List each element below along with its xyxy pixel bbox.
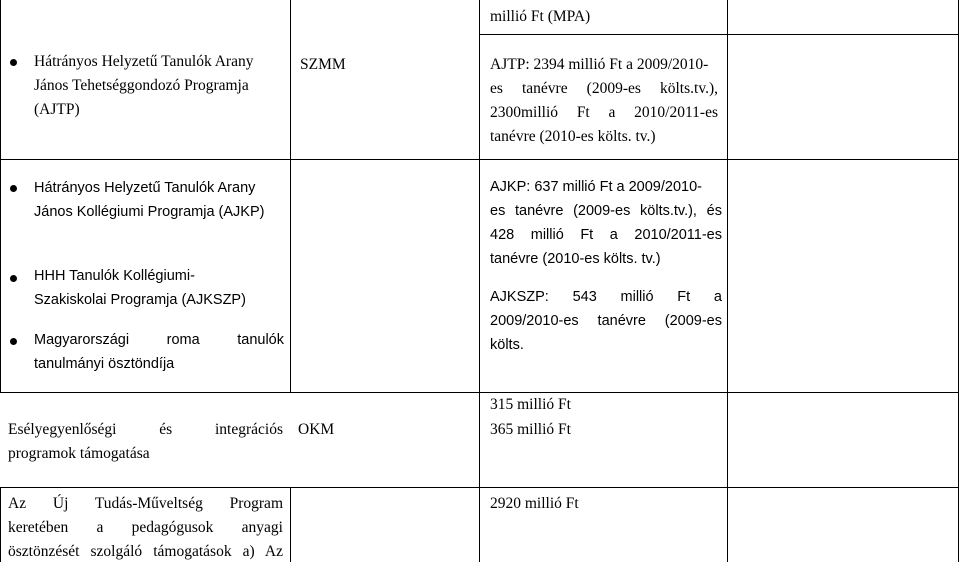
row2-amount xyxy=(490,175,722,357)
row4-program xyxy=(8,492,283,564)
row2-amount-line: 428 millió Ft a 2010/2011-es xyxy=(490,227,722,243)
table-border-left-col1 xyxy=(0,0,1,392)
row1-amount-line: tanévre (2010-es költs. tv.) xyxy=(490,128,656,145)
bullet-icon xyxy=(10,338,17,345)
row3-program xyxy=(8,418,283,466)
table-rule-1 xyxy=(479,34,959,35)
row4-program-line: keretében a pedagógusok anyagi xyxy=(8,519,283,536)
row2-amount-line: költs. xyxy=(490,337,524,353)
row3-program-line: Esélyegyenlőségi és integrációs xyxy=(8,421,283,438)
row1-program-line: János Tehetséggondozó Programja xyxy=(34,77,249,94)
row2-item xyxy=(34,264,284,312)
row2-item-line: Hátrányos Helyzetű Tanulók Arany xyxy=(34,180,256,196)
table-border-left-lower xyxy=(0,487,1,562)
row1-amount-line: es tanévre (2009-es költs.tv.), xyxy=(490,80,718,97)
row2-item-line: János Kollégiumi Programja (AJKP) xyxy=(34,204,265,220)
row2-amount-line: AJKP: 637 millió Ft a 2009/2010- xyxy=(490,179,702,195)
bullet-icon xyxy=(10,275,17,282)
table-border-col3 xyxy=(479,0,480,562)
row1-amount-line: 2300millió Ft a 2010/2011-es xyxy=(490,104,718,121)
row1-amount xyxy=(490,53,718,149)
bullet-icon xyxy=(10,59,17,66)
row1-org: SZMM xyxy=(300,56,346,73)
row1-program-line: (AJTP) xyxy=(34,101,80,118)
table-border-col4 xyxy=(727,0,728,562)
row2-item-line: tanulmányi ösztöndíja xyxy=(34,356,175,372)
table-rule-4 xyxy=(0,487,959,488)
row3-amount: 365 millió Ft xyxy=(490,421,571,438)
row4-program-line: Az Új Tudás-Műveltség Program xyxy=(8,495,283,512)
table-border-col2-lower xyxy=(290,487,291,562)
row3-amount-above: 315 millió Ft xyxy=(490,396,571,413)
row2-amount-line: AJKSZP: 543 millió Ft a xyxy=(490,289,722,305)
table-border-col2 xyxy=(290,0,291,392)
row4-program-line: ösztönzését szolgáló támogatások a) Az xyxy=(8,543,283,560)
row3-program-line: programok támogatása xyxy=(8,445,150,462)
row2-item xyxy=(34,176,284,224)
row4-amount: 2920 millió Ft xyxy=(490,495,579,512)
row2-item-line: Magyarországi roma tanulók xyxy=(34,332,284,348)
row2-amount-line: tanévre (2010-es költs. tv.) xyxy=(490,251,661,267)
top-cell-text: millió Ft (MPA) xyxy=(490,8,591,25)
row2-item xyxy=(34,328,284,376)
row2-item-line: HHH Tanulók Kollégiumi- xyxy=(34,268,195,284)
row3-org: OKM xyxy=(298,421,335,438)
row1-program xyxy=(34,50,284,122)
table-border-right xyxy=(958,0,959,562)
row2-amount-line: es tanévre (2009-es költs.tv.), és xyxy=(490,203,722,219)
row1-program-line: Hátrányos Helyzetű Tanulók Arany xyxy=(34,53,254,70)
table-rule-3 xyxy=(0,392,959,393)
row2-item-line: Szakiskolai Programja (AJKSZP) xyxy=(34,292,246,308)
table-rule-2 xyxy=(0,159,959,160)
row1-amount-line: AJTP: 2394 millió Ft a 2009/2010- xyxy=(490,56,709,73)
bullet-icon xyxy=(10,185,17,192)
row2-amount-line: 2009/2010-es tanévre (2009-es xyxy=(490,313,722,329)
